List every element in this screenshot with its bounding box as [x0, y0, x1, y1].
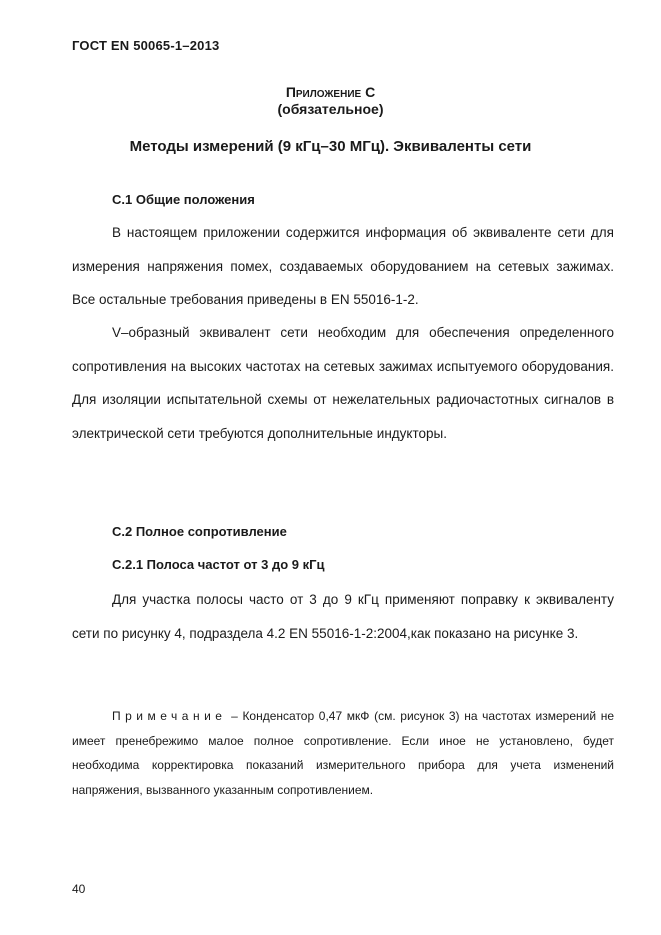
section-c2-title: С.2 Полное сопротивление	[112, 524, 287, 539]
section-c21-title: С.2.1 Полоса частот от 3 до 9 кГц	[112, 557, 325, 572]
appendix-title: Приложение С	[285, 84, 376, 100]
note-block	[72, 704, 614, 802]
note-label: Примечание	[112, 709, 227, 723]
section-c1-paragraph-2: V–образный эквивалент сети необходим для обеспечения определенного сопротивления на высоких частотах на сетевых зажимах испытуемого оборудования. Для изоляции испытательной схемы от нежелательных радиочастотных сигналов в электрической сети требуются дополнительные индукторы.	[72, 325, 614, 441]
note-text: – Конденсатор 0,47 мкФ (см. рисунок 3) на частотах измерений не имеет пренебрежимо малое полное сопротивление. Если иное не установлено, будет необходима корректировка показаний измерительного прибора для учета изменений напряжения, вызванного указанным сопротивлением.	[72, 709, 614, 797]
section-c1-title: С.1 Общие положения	[112, 192, 255, 207]
section-c1-paragraph-1: В настоящем приложении содержится информация об эквиваленте сети для измерения напряжения помех, создаваемых оборудованием на сетевых зажимах. Все остальные требования приведены в EN 55016-1-2.	[72, 225, 614, 307]
appendix-subtitle: (обязательное)	[277, 101, 384, 117]
page-number: 40	[72, 882, 86, 896]
document-header: ГОСТ EN 50065-1–2013	[72, 38, 220, 53]
section-c21-paragraph: Для участка полосы часто от 3 до 9 кГц применяют поправку к эквиваленту сети по рисунку 4, подраздела 4.2 EN 55016-1-2:2004,как показано на рисунке 3.	[72, 592, 614, 641]
appendix-heading: Методы измерений (9 кГц–30 МГц). Эквиваленты сети	[129, 138, 532, 155]
